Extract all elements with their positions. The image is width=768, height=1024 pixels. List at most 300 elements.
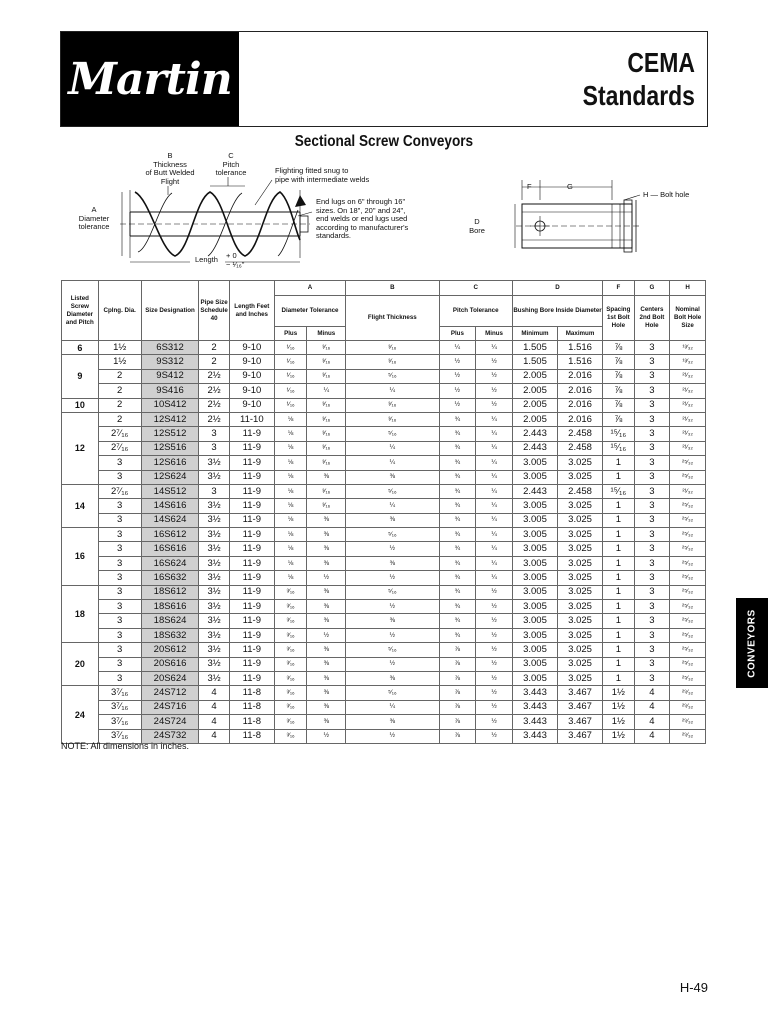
table-cell: ³⁄₁₆: [307, 484, 346, 498]
table-cell: 1½: [603, 700, 634, 714]
table-cell: 1: [603, 499, 634, 513]
table-cell: 3: [98, 528, 141, 542]
table-cell: 3½: [199, 542, 229, 556]
table-cell: 3½: [199, 513, 229, 527]
table-cell: ²⁹⁄₃₂: [670, 729, 706, 743]
table-cell: 1: [603, 528, 634, 542]
table-cell: 18S632: [141, 628, 199, 642]
table-row: [62, 600, 706, 614]
table-cell: 20S624: [141, 671, 199, 685]
table-cell: ¼: [476, 499, 513, 513]
table-cell: 3.443: [512, 715, 557, 729]
table-cell: 3.467: [558, 700, 603, 714]
table-row: [62, 542, 706, 556]
table-cell: ½: [346, 628, 439, 642]
table-cell: ¹³⁄₃₂: [670, 341, 706, 355]
table-cell: 3: [634, 571, 670, 585]
table-cell: ½: [476, 729, 513, 743]
table-row: [62, 499, 706, 513]
label-g: G: [567, 182, 573, 191]
table-cell: ½: [476, 355, 513, 369]
table-cell: 2.016: [558, 369, 603, 383]
table-cell: ½: [476, 686, 513, 700]
table-cell: 3.005: [512, 614, 557, 628]
table-cell: 3: [634, 513, 670, 527]
table-cell: ¾: [439, 628, 476, 642]
table-cell: 3.025: [558, 628, 603, 642]
table-cell: ½: [476, 715, 513, 729]
table-cell: 3½: [199, 499, 229, 513]
table-cell: ⅞: [439, 671, 476, 685]
table-cell: ½: [307, 729, 346, 743]
table-cell: ½: [476, 384, 513, 398]
table-cell: 3: [98, 657, 141, 671]
table-cell: 1: [603, 628, 634, 642]
table-row: [62, 427, 706, 441]
col-letter-g: G: [634, 281, 670, 296]
table-cell: ²⁵⁄₃₂: [670, 470, 706, 484]
table-cell: ⅛: [274, 513, 307, 527]
table-cell: ¹⁄₁₆: [274, 384, 307, 398]
table-cell: ¾: [439, 412, 476, 426]
table-cell: 11-9: [229, 484, 274, 498]
table-cell: ²¹⁄₃₂: [670, 427, 706, 441]
table-cell: 3.025: [558, 499, 603, 513]
col-letter-a: A: [274, 281, 345, 296]
table-cell: ¾: [439, 542, 476, 556]
table-cell: ⅛: [274, 427, 307, 441]
table-cell: 11-9: [229, 456, 274, 470]
table-body: [62, 341, 706, 744]
table-cell: 3: [634, 628, 670, 642]
table-cell: 12S512: [141, 427, 199, 441]
table-cell: ²¹⁄₃₂: [670, 412, 706, 426]
table-cell: ¼: [307, 384, 346, 398]
table-cell: ³⁄₁₆: [307, 341, 346, 355]
table-cell: 3⁷⁄₁₆: [98, 715, 141, 729]
table-cell: ³⁄₁₆: [274, 657, 307, 671]
table-cell: ³⁄₁₆: [346, 398, 439, 412]
table-cell: 2.458: [558, 427, 603, 441]
table-row: [62, 528, 706, 542]
table-cell: ¾: [439, 528, 476, 542]
table-cell: 11-9: [229, 427, 274, 441]
table-cell: 2.458: [558, 441, 603, 455]
listed-diameter-cell: 10: [62, 398, 99, 412]
listed-diameter-cell: 20: [62, 643, 99, 686]
table-cell: ¼: [476, 528, 513, 542]
table-cell: 12S412: [141, 412, 199, 426]
table-cell: ¾: [439, 484, 476, 498]
table-cell: 2½: [199, 412, 229, 426]
table-cell: 1½: [603, 686, 634, 700]
table-cell: 1½: [603, 715, 634, 729]
table-cell: ⅜: [307, 513, 346, 527]
table-cell: ¾: [439, 585, 476, 599]
table-row: [62, 556, 706, 570]
table-cell: 3.025: [558, 643, 603, 657]
table-cell: ½: [476, 614, 513, 628]
table-cell: ³⁄₁₆: [307, 369, 346, 383]
table-cell: 3⁷⁄₁₆: [98, 700, 141, 714]
table-cell: 3.025: [558, 513, 603, 527]
table-cell: 11-9: [229, 571, 274, 585]
table-cell: 11-9: [229, 585, 274, 599]
table-cell: 1: [603, 643, 634, 657]
table-cell: ¼: [476, 513, 513, 527]
table-cell: 18S624: [141, 614, 199, 628]
table-cell: 11-8: [229, 729, 274, 743]
table-cell: ¹⁄₁₆: [274, 398, 307, 412]
header-title-line2: Standards: [582, 80, 695, 111]
label-length-tolerance: + 0 − ¹⁄₁₆": [226, 251, 245, 269]
table-cell: 3: [98, 600, 141, 614]
table-cell: 4: [199, 700, 229, 714]
table-cell: 3: [98, 470, 141, 484]
table-cell: ¼: [476, 427, 513, 441]
table-cell: ¼: [476, 556, 513, 570]
table-cell: ³⁄₁₆: [346, 355, 439, 369]
table-cell: 3.443: [512, 700, 557, 714]
table-cell: ½: [476, 398, 513, 412]
table-cell: ¼: [476, 542, 513, 556]
table-cell: ½: [346, 657, 439, 671]
table-cell: ½: [476, 585, 513, 599]
table-cell: 3½: [199, 600, 229, 614]
table-cell: ⁵⁄₁₆: [346, 585, 439, 599]
table-cell: 4: [634, 700, 670, 714]
table-cell: ½: [476, 369, 513, 383]
table-cell: ⅛: [274, 542, 307, 556]
listed-diameter-cell: 24: [62, 686, 99, 744]
table-cell: ²⁵⁄₃₂: [670, 657, 706, 671]
col-d-maximum: Maximum: [558, 327, 603, 341]
table-cell: ²¹⁄₃₂: [670, 441, 706, 455]
col-a-plus: Plus: [274, 327, 307, 341]
table-cell: ¾: [439, 499, 476, 513]
table-cell: 3.025: [558, 600, 603, 614]
table-cell: ¹⁄₁₆: [274, 369, 307, 383]
table-cell: ⁵⁄₁₆: [346, 686, 439, 700]
table-cell: 9S416: [141, 384, 199, 398]
table-cell: 3: [634, 671, 670, 685]
table-cell: 1.505: [512, 355, 557, 369]
table-cell: ⅜: [346, 671, 439, 685]
table-cell: ⅛: [274, 571, 307, 585]
table-cell: 2.443: [512, 484, 557, 498]
table-cell: 3: [98, 499, 141, 513]
table-cell: 14S616: [141, 499, 199, 513]
table-cell: 3: [634, 528, 670, 542]
table-cell: 1.516: [558, 341, 603, 355]
table-cell: ¼: [476, 341, 513, 355]
table-cell: 2.016: [558, 412, 603, 426]
table-cell: ½: [346, 600, 439, 614]
table-cell: 11-9: [229, 499, 274, 513]
table-cell: 3: [98, 671, 141, 685]
table-cell: 18S616: [141, 600, 199, 614]
table-cell: ¾: [439, 614, 476, 628]
table-cell: 16S632: [141, 571, 199, 585]
table-cell: 4: [634, 715, 670, 729]
table-cell: 3.025: [558, 671, 603, 685]
table-cell: ⁵⁄₁₆: [346, 643, 439, 657]
table-cell: 12S516: [141, 441, 199, 455]
table-cell: ½: [476, 671, 513, 685]
table-cell: 1: [603, 556, 634, 570]
table-cell: ²⁹⁄₃₂: [670, 686, 706, 700]
table-row: [62, 700, 706, 714]
table-cell: 3: [199, 427, 229, 441]
table-cell: 2.005: [512, 369, 557, 383]
table-cell: ⁵⁄₁₆: [346, 369, 439, 383]
table-cell: 3½: [199, 456, 229, 470]
table-cell: 2½: [199, 369, 229, 383]
table-cell: 11-9: [229, 556, 274, 570]
table-cell: 4: [634, 729, 670, 743]
col-letter-d: D: [512, 281, 602, 296]
table-row: [62, 484, 706, 498]
table-cell: ⅛: [274, 484, 307, 498]
table-cell: 3.005: [512, 456, 557, 470]
label-c-pitch: C Pitch tolerance: [215, 151, 247, 177]
table-cell: 2: [98, 412, 141, 426]
table-cell: 11-8: [229, 686, 274, 700]
table-cell: ¼: [476, 470, 513, 484]
table-cell: ⅛: [274, 528, 307, 542]
col-c-minus: Minus: [476, 327, 513, 341]
col-d-minimum: Minimum: [512, 327, 557, 341]
table-cell: ¾: [439, 456, 476, 470]
col-cplng: Cplng. Dia.: [98, 281, 141, 341]
table-cell: ⅞: [439, 686, 476, 700]
table-cell: ⅜: [307, 614, 346, 628]
table-cell: 3: [199, 484, 229, 498]
table-cell: ⅜: [346, 614, 439, 628]
listed-diameter-cell: 9: [62, 355, 99, 398]
label-f: F: [527, 182, 532, 191]
table-cell: 11-9: [229, 628, 274, 642]
table-cell: ⁵⁄₁₆: [346, 528, 439, 542]
table-cell: 11-9: [229, 528, 274, 542]
table-cell: 3½: [199, 671, 229, 685]
table-cell: ¹⁵⁄₁₆: [603, 427, 634, 441]
table-cell: 3.025: [558, 657, 603, 671]
table-cell: 2.443: [512, 441, 557, 455]
label-length: Length: [195, 255, 218, 264]
table-cell: 3½: [199, 556, 229, 570]
table-cell: 2.005: [512, 384, 557, 398]
table-cell: ³⁄₁₆: [307, 499, 346, 513]
table-row: [62, 643, 706, 657]
table-row: [62, 441, 706, 455]
col-size: Size Designation: [141, 281, 199, 341]
table-cell: 14S624: [141, 513, 199, 527]
table-cell: ⅜: [346, 715, 439, 729]
table-cell: ⁵⁄₁₆: [346, 484, 439, 498]
table-cell: 1½: [98, 355, 141, 369]
table-cell: ³⁄₁₆: [274, 643, 307, 657]
table-cell: ¾: [439, 571, 476, 585]
table-cell: 3½: [199, 571, 229, 585]
table-cell: 3: [634, 398, 670, 412]
table-cell: ⅜: [307, 528, 346, 542]
table-cell: 3.005: [512, 600, 557, 614]
table-cell: 24S724: [141, 715, 199, 729]
table-cell: ³⁄₁₆: [307, 456, 346, 470]
table-cell: ⅜: [307, 657, 346, 671]
table-cell: 9S412: [141, 369, 199, 383]
table-cell: 11-9: [229, 542, 274, 556]
side-tab: CONVEYORS: [736, 598, 768, 688]
table-cell: ²⁵⁄₃₂: [670, 614, 706, 628]
table-cell: 2.458: [558, 484, 603, 498]
table-cell: 3: [98, 643, 141, 657]
table-cell: 11-10: [229, 412, 274, 426]
table-cell: 3.005: [512, 585, 557, 599]
table-cell: 3.005: [512, 628, 557, 642]
table-cell: ⅛: [274, 441, 307, 455]
col-letter-c: C: [439, 281, 512, 296]
table-cell: 4: [199, 715, 229, 729]
table-cell: ³⁄₁₆: [274, 614, 307, 628]
table-cell: 3: [634, 657, 670, 671]
table-cell: 9S312: [141, 355, 199, 369]
table-row: [62, 715, 706, 729]
table-cell: 2.005: [512, 412, 557, 426]
table-cell: 1.505: [512, 341, 557, 355]
table-cell: ⅜: [307, 671, 346, 685]
table-cell: ²⁵⁄₃₂: [670, 542, 706, 556]
table-cell: ½: [476, 657, 513, 671]
table-cell: 10S412: [141, 398, 199, 412]
table-cell: ³⁄₁₆: [274, 585, 307, 599]
table-cell: ²⁵⁄₃₂: [670, 456, 706, 470]
table-row: [62, 686, 706, 700]
table-cell: 11-9: [229, 441, 274, 455]
table-cell: 3: [634, 384, 670, 398]
col-c-plus: Plus: [439, 327, 476, 341]
table-cell: 3.025: [558, 614, 603, 628]
table-cell: 3: [634, 441, 670, 455]
table-cell: 1: [603, 671, 634, 685]
table-cell: 4: [199, 686, 229, 700]
table-cell: ⅞: [603, 355, 634, 369]
label-end-lugs: End lugs on 6" through 16" sizes. On 18", 20" and 24", end welds or end lugs used according to manufacturer's standards.: [316, 197, 409, 240]
table-cell: 3: [98, 628, 141, 642]
dimensions-table: [61, 280, 706, 744]
table-cell: 11-9: [229, 470, 274, 484]
table-row: [62, 614, 706, 628]
table-cell: 3: [634, 456, 670, 470]
table-cell: 20S612: [141, 643, 199, 657]
table-cell: 2.443: [512, 427, 557, 441]
table-cell: 12S616: [141, 456, 199, 470]
table-cell: 3: [98, 614, 141, 628]
table-cell: ¹⁵⁄₁₆: [603, 441, 634, 455]
table-cell: 3: [634, 369, 670, 383]
table-cell: ⅞: [603, 412, 634, 426]
table-cell: 3½: [199, 614, 229, 628]
table-cell: ³⁄₁₆: [307, 427, 346, 441]
table-cell: ¾: [439, 556, 476, 570]
table-cell: ³⁄₁₆: [307, 412, 346, 426]
table-row: [62, 628, 706, 642]
table-row: [62, 513, 706, 527]
table-cell: 3: [98, 585, 141, 599]
table-cell: 4: [199, 729, 229, 743]
table-row: [62, 384, 706, 398]
table-cell: ⅞: [439, 643, 476, 657]
table-cell: ⅜: [307, 700, 346, 714]
table-cell: 11-9: [229, 600, 274, 614]
table-cell: ¾: [439, 441, 476, 455]
table-cell: 2⁷⁄₁₆: [98, 441, 141, 455]
table-cell: 1½: [98, 341, 141, 355]
table-cell: 3.443: [512, 729, 557, 743]
table-cell: 3: [98, 542, 141, 556]
table-cell: ²⁵⁄₃₂: [670, 528, 706, 542]
table-cell: 3: [634, 427, 670, 441]
table-cell: 3.467: [558, 715, 603, 729]
table-cell: 3.443: [512, 686, 557, 700]
table-cell: 11-9: [229, 643, 274, 657]
listed-diameter-cell: 14: [62, 484, 99, 527]
table-cell: 3: [634, 643, 670, 657]
table-cell: ¾: [439, 600, 476, 614]
table-cell: 3: [98, 456, 141, 470]
table-cell: 3.025: [558, 556, 603, 570]
table-cell: ²¹⁄₃₂: [670, 369, 706, 383]
table-cell: 11-9: [229, 614, 274, 628]
table-cell: ¼: [439, 341, 476, 355]
table-cell: 11-9: [229, 671, 274, 685]
table-cell: ½: [476, 628, 513, 642]
table-cell: ⅜: [307, 686, 346, 700]
listed-diameter-cell: 6: [62, 341, 99, 355]
table-cell: ½: [346, 542, 439, 556]
table-cell: ¹⁄₁₆: [274, 355, 307, 369]
table-row: [62, 571, 706, 585]
table-cell: 18S612: [141, 585, 199, 599]
table-cell: ¼: [476, 456, 513, 470]
table-cell: 3.467: [558, 729, 603, 743]
table-cell: 24S732: [141, 729, 199, 743]
table-cell: ½: [439, 398, 476, 412]
table-cell: 2½: [199, 384, 229, 398]
table-cell: ³⁄₁₆: [274, 729, 307, 743]
table-cell: 1: [603, 513, 634, 527]
table-cell: 16S624: [141, 556, 199, 570]
table-cell: ⅜: [346, 513, 439, 527]
table-cell: ¹⁄₁₆: [274, 341, 307, 355]
table-cell: 3: [634, 470, 670, 484]
table-cell: ²⁵⁄₃₂: [670, 628, 706, 642]
table-cell: 9-10: [229, 384, 274, 398]
table-cell: ¼: [346, 441, 439, 455]
table-cell: 9-10: [229, 355, 274, 369]
table-cell: ³⁄₁₆: [274, 715, 307, 729]
table-cell: 1: [603, 614, 634, 628]
table-cell: ½: [476, 700, 513, 714]
label-a-diameter: A Diameter tolerance: [78, 205, 110, 231]
table-cell: 3.005: [512, 571, 557, 585]
table-cell: 16S612: [141, 528, 199, 542]
table-cell: 3: [634, 614, 670, 628]
table-cell: 3.467: [558, 686, 603, 700]
table-cell: ⅜: [346, 556, 439, 570]
page-number: H-49: [679, 980, 708, 995]
